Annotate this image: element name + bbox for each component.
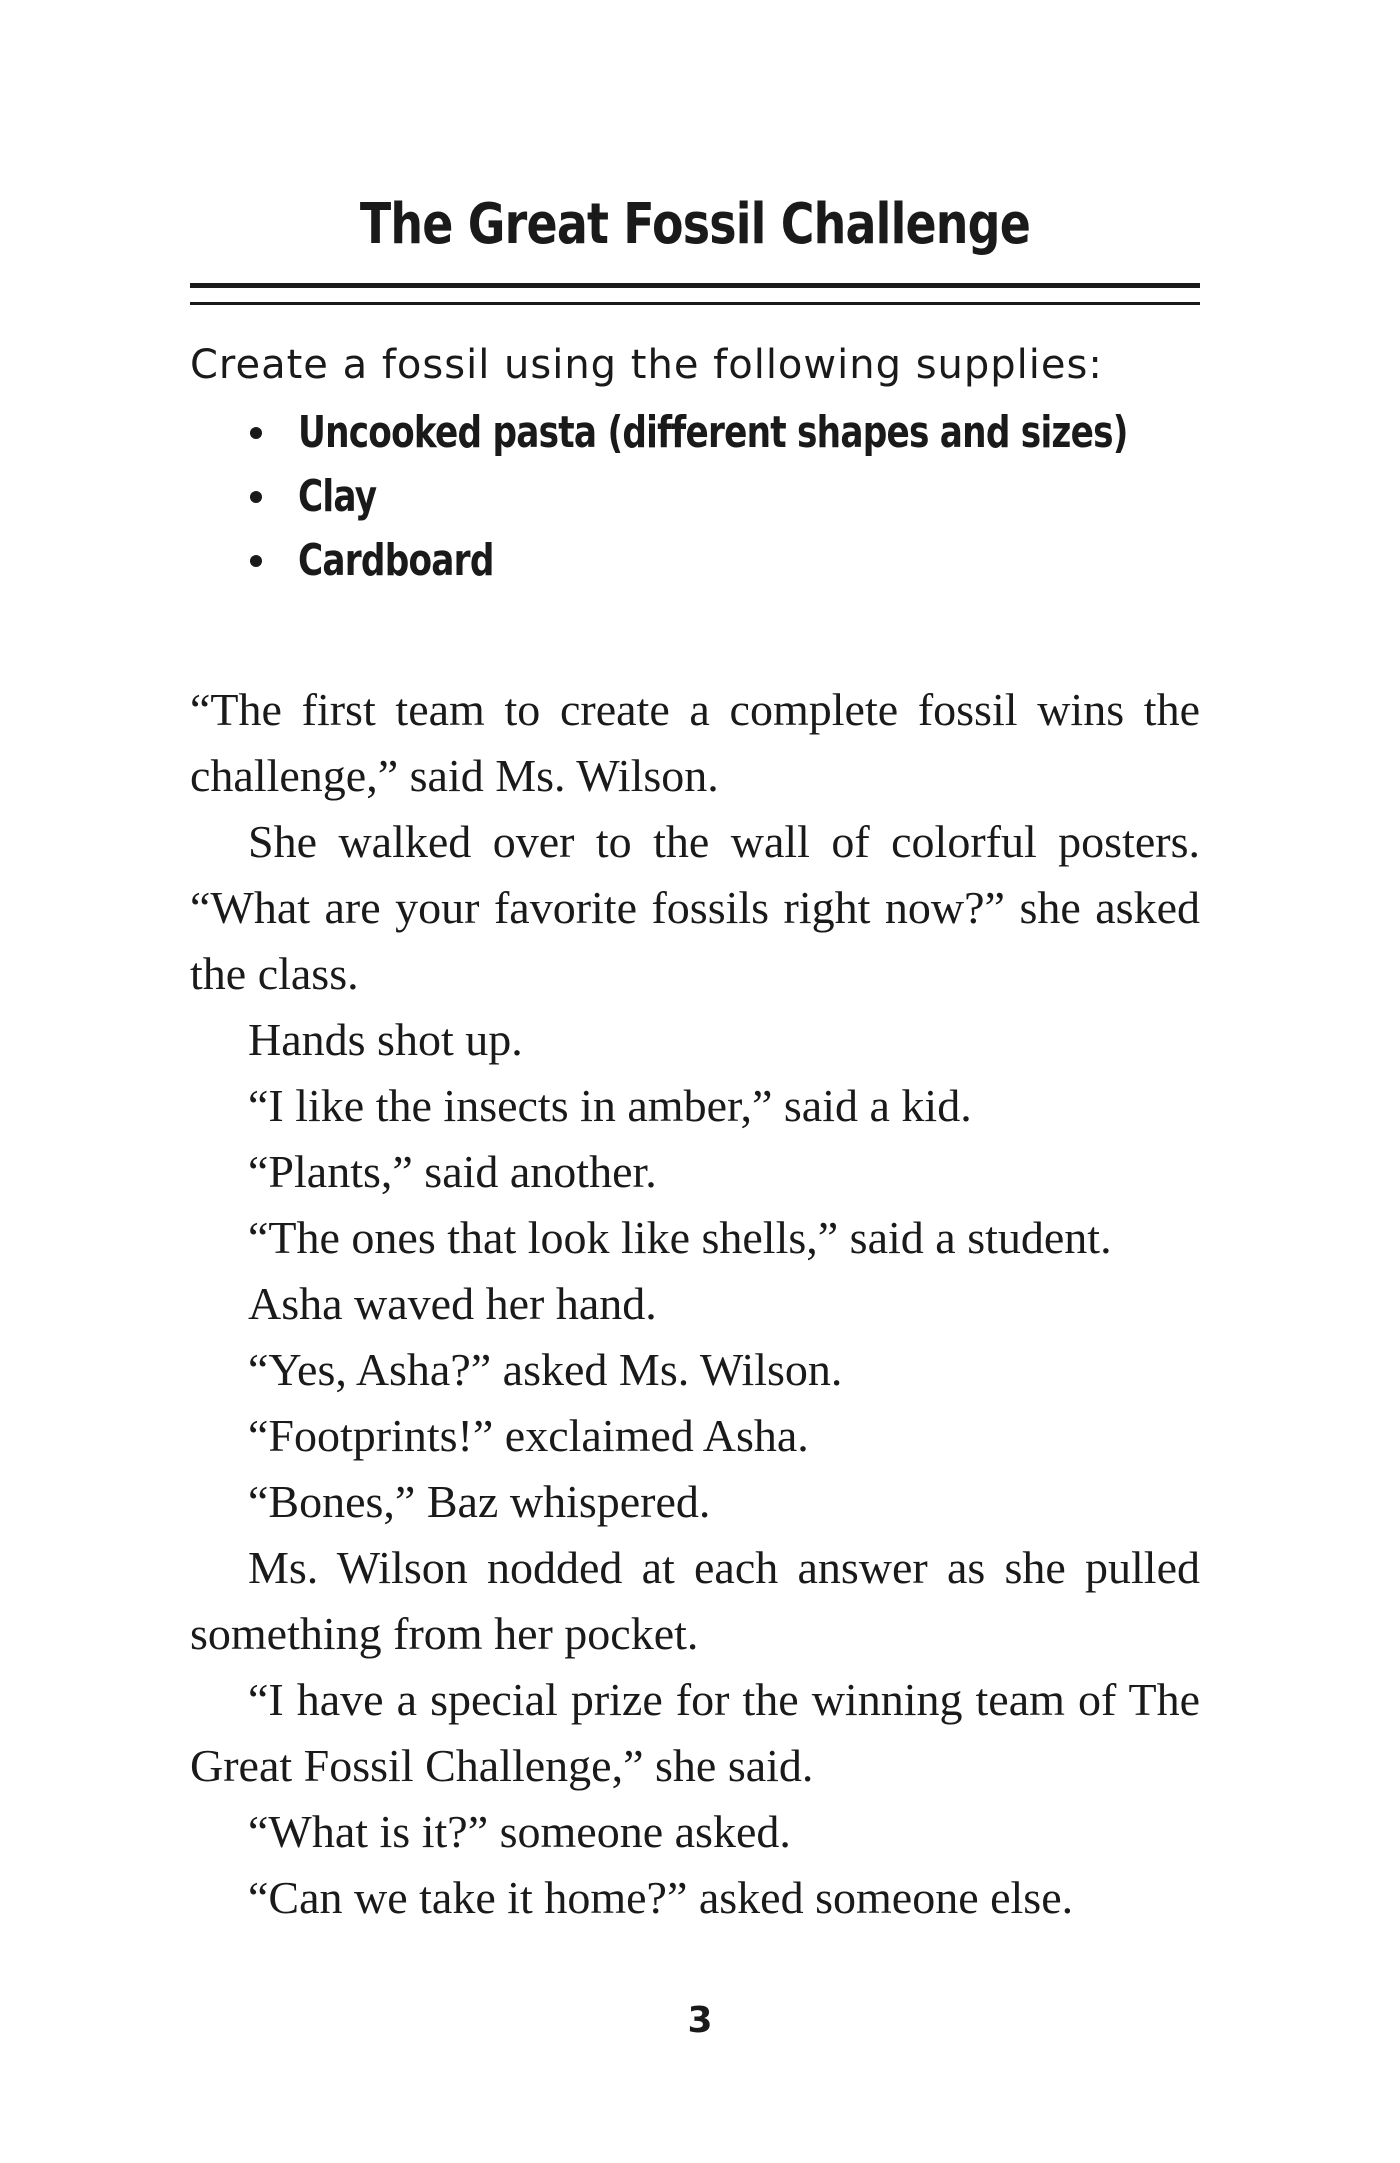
story-paragraph: “I have a special prize for the winning team of The Great Fossil Challenge,” she said. (190, 1674, 1200, 1791)
story-paragraph: “I like the insects in amber,” said a kid. (248, 1080, 972, 1131)
story-paragraph: “Bones,” Baz whispered. (248, 1476, 711, 1527)
book-page (190, 185, 1200, 1931)
bullet-icon (250, 427, 262, 439)
bullet-icon (250, 491, 262, 503)
supply-item-pasta: Uncooked pasta (different shapes and sizes) (298, 407, 1128, 458)
supply-item-cardboard: Cardboard (298, 535, 494, 586)
supplies-intro: Create a fossil using the following supplies: (190, 342, 1103, 388)
story-paragraph: Asha waved her hand. (248, 1278, 657, 1329)
list-item (250, 465, 1200, 529)
story-paragraph: Ms. Wilson nodded at each answer as she pulled something from her pocket. (190, 1542, 1200, 1659)
list-item (250, 401, 1200, 465)
page-number: 3 (687, 2000, 713, 2041)
page-title: The Great Fossil Challenge (359, 192, 1031, 257)
bullet-icon (250, 555, 262, 567)
list-item (250, 529, 1200, 593)
supply-item-clay: Clay (298, 471, 377, 522)
story-text (190, 677, 1200, 1931)
story-paragraph: “The ones that look like shells,” said a student. (248, 1212, 1112, 1263)
story-paragraph: She walked over to the wall of colorful posters. “What are your favorite fossils right now?” she asked the class. (190, 816, 1200, 999)
story-paragraph: Hands shot up. (248, 1014, 523, 1065)
story-paragraph: “What is it?” someone asked. (248, 1806, 791, 1857)
story-paragraph: “Yes, Asha?” asked Ms. Wilson. (248, 1344, 843, 1395)
story-paragraph: “Can we take it home?” asked someone else. (248, 1872, 1074, 1923)
title-double-rule (190, 283, 1200, 305)
supplies-list (190, 401, 1200, 593)
story-paragraph: “The first team to create a complete fossil wins the challenge,” said Ms. Wilson. (190, 684, 1200, 801)
story-paragraph: “Footprints!” exclaimed Asha. (248, 1410, 809, 1461)
story-paragraph: “Plants,” said another. (248, 1146, 657, 1197)
